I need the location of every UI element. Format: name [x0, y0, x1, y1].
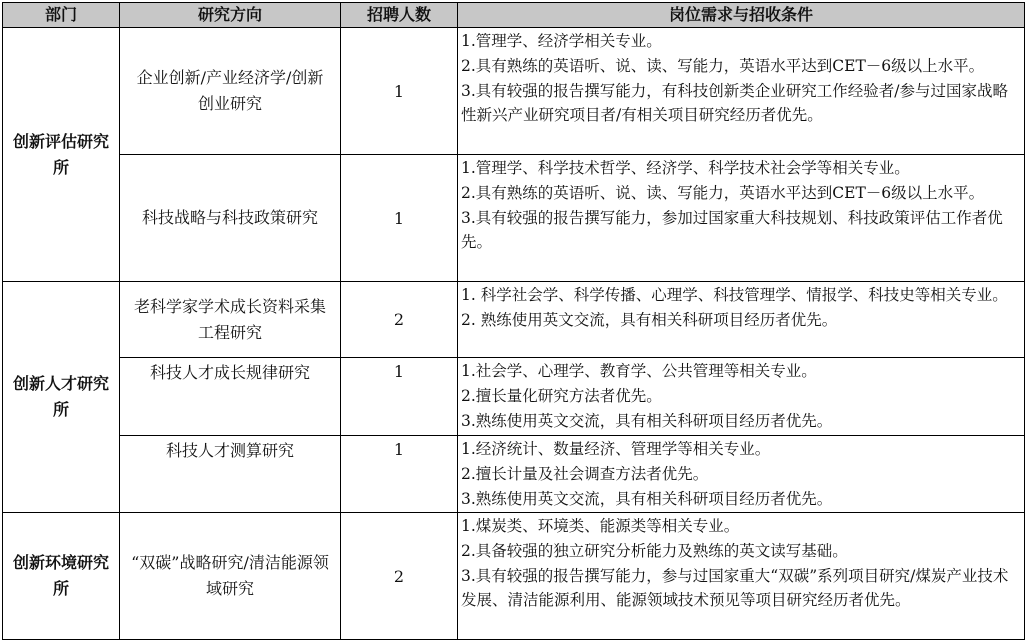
header-count: 招聘人数 [341, 3, 458, 28]
requirement-item: 2.擅长量化研究方法者优先。 [461, 386, 662, 405]
requirement-item: 3.具有较强的报告撰写能力，参与过国家重大“双碳”系列项目研究/煤炭产业技术发展、清洁能源利用、能源领域技术预见等项目研究经历者优先。 [461, 566, 1009, 610]
requirement-item: 1.社会学、心理学、教育学、公共管理等相关专业。 [461, 362, 817, 380]
count-cell: 1 [341, 28, 458, 155]
requirement-item: 1. 科学社会学、科学传播、心理学、科技管理学、情报学、科技史等相关专业。 [461, 286, 1008, 304]
requirement-item: 2. 熟练使用英文交流，具有相关科研项目经历者优先。 [461, 310, 838, 329]
header-direction: 研究方向 [120, 3, 341, 28]
requirements-cell [458, 155, 1025, 282]
header-row [3, 3, 1025, 28]
count-cell: 2 [341, 513, 458, 640]
requirements-cell [458, 358, 1025, 436]
count-cell: 1 [341, 358, 458, 436]
direction-cell: 企业创新/产业经济学/创新创业研究 [120, 28, 341, 155]
table-row [3, 436, 1025, 513]
header-dept: 部门 [3, 3, 120, 28]
dept-innovation-environment: 创新环境研究所 [3, 513, 120, 640]
requirement-item: 2.具有熟练的英语听、说、读、写能力，英语水平达到CET－6级以上水平。 [461, 183, 985, 202]
requirement-item: 1.经济统计、数量经济、管理学等相关专业。 [461, 440, 771, 458]
dept-innovation-evaluation: 创新评估研究所 [3, 28, 120, 282]
requirement-item: 2.具备较强的独立研究分析能力及熟练的英文读写基础。 [461, 541, 848, 560]
direction-cell: 老科学家学术成长资料采集工程研究 [120, 282, 341, 358]
requirements-cell [458, 436, 1025, 513]
requirement-item: 1.煤炭类、环境类、能源类等相关专业。 [461, 517, 740, 535]
table-row [3, 155, 1025, 282]
count-cell: 1 [341, 155, 458, 282]
dept-innovation-talent: 创新人才研究所 [3, 282, 120, 513]
count-cell: 1 [341, 436, 458, 513]
requirement-item: 2.具有熟练的英语听、说、读、写能力，英语水平达到CET－6级以上水平。 [461, 56, 985, 75]
requirement-item: 3.具有较强的报告撰写能力，有科技创新类企业研究工作经验者/参与过国家战略性新兴产业研究项目者/有相关项目研究经历者优先。 [461, 81, 1009, 125]
requirements-cell [458, 28, 1025, 155]
requirement-item: 3.具有较强的报告撰写能力，参加过国家重大科技规划、科技政策评估工作者优先。 [461, 208, 1003, 252]
table-row [3, 513, 1025, 640]
requirements-cell [458, 282, 1025, 358]
direction-cell: 科技人才成长规律研究 [120, 358, 341, 436]
table-row [3, 282, 1025, 358]
requirements-cell [458, 513, 1025, 640]
header-requirements: 岗位需求与招收条件 [458, 3, 1025, 28]
table-row [3, 28, 1025, 155]
direction-cell: 科技人才测算研究 [120, 436, 341, 513]
requirement-item: 3.熟练使用英文交流，具有相关科研项目经历者优先。 [461, 411, 833, 430]
direction-cell: 科技战略与科技政策研究 [120, 155, 341, 282]
requirement-item: 3.熟练使用英文交流，具有相关科研项目经历者优先。 [461, 489, 833, 508]
recruitment-table [2, 2, 1025, 640]
requirement-item: 1.管理学、科学技术哲学、经济学、科学技术社会学等相关专业。 [461, 159, 910, 177]
table-row [3, 358, 1025, 436]
requirement-item: 2.擅长计量及社会调查方法者优先。 [461, 464, 709, 483]
direction-cell: “双碳”战略研究/清洁能源领域研究 [120, 513, 341, 640]
count-cell: 2 [341, 282, 458, 358]
requirement-item: 1.管理学、经济学相关专业。 [461, 32, 662, 50]
